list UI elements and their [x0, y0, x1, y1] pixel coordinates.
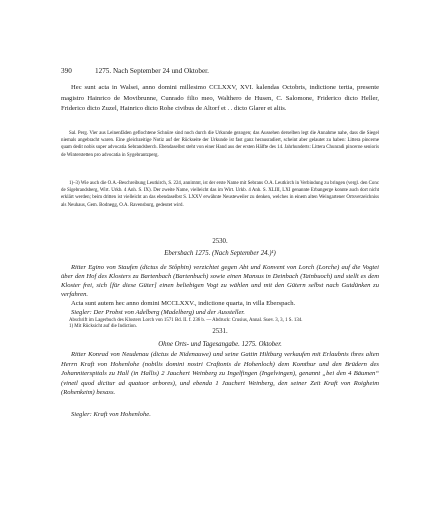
page-number: 390 — [61, 67, 72, 75]
entry-number: 2531. — [212, 328, 228, 335]
running-head: 1275. Nach September 24 und Oktober. — [95, 67, 209, 75]
entry-footnote: 1) Mit Rücksicht auf die Indiction. — [69, 324, 137, 330]
entry-2530 — [61, 238, 379, 331]
entry-number: 2530. — [212, 238, 228, 245]
seal-note: Sal. Perg. Vier aus Leinenfäden geflochtene Schnüre sind noch durch die Urkunde gezogen; das Aussehen derselben legt die Annahme nahe, dass die Siegel niemals angebracht waren. Eine gleichzeitige Notiz auf der Rückseite der Urkunde ist fast ganz herausradiert, scheint aber gelautet zu haben: Littera pincerne quam dedit nobis super advocatia Sebrandsberch. Ebendaselbst steht von einer Hand aus der ersten Hälfte des 14. Jahrhunderts: Littera Chunradi pincerne senioris de Winterstetten pro advocatia in Sygebrantzperg. — [61, 131, 379, 158]
entry-text: Acta sunt autem hec anno domini MCCLXXV., indictione quarta, in villa Eberspach. — [71, 300, 296, 307]
entry-source-note: Abschrift im Lagerbuch des Klosters Lorch von 1571 Bd. II. f. 236 b. — Abdruck: Crusius, Annal. Suev. 3, 3, 1 S. 134. — [69, 318, 303, 323]
entry-summary: Ritter Konrad von Neudenau (dictus de Nidenauwe) und seine Gattin Hiltburg verkaufen mit Erlaubnis ihres alten Herrn Kraft von Hohenlohe (nobilis domini nostri Craftonis de Hohenloch) dem Komthur und den Brüdern des Johanniterspitals zu Hall (in Hallis) 2 Jauchert Weinberg zu Ingelfingen (Ingelvingen), genannt „bei den 4 Bäumen“ (vinetl quod dicitur ad quatuor arbores), und ebenda 1 Jauchert Weinberg, den seiner Zeit Kraft von Roigheim (Rohenkeim) besass. — [61, 351, 379, 396]
top-paragraph: Hec sunt acta in Walsei, anno domini millesimo CCLXXV, XVI. kalendas Octobris, indictione tertia, presente magistro Hainrico de Movibrunne, Cunrado filio meo, Walthero de Husen, C. Salomone, Friderico dicto Heller, Friderico dicto Zuzel, Hainrico dicto Rohe civibus de Altorf et . . dicto Glarer et aliis. — [61, 84, 379, 113]
entry-sealer: Siegler: Kraft von Hohenlohe. — [71, 411, 151, 418]
place-name-note-block — [61, 180, 379, 209]
entry-heading: Ohne Orts- und Tagesangabe. 1275. Oktober. — [158, 341, 282, 348]
top-paragraph-block — [61, 83, 379, 115]
seal-note-block — [61, 130, 379, 159]
entry-sealer: Siegler: Der Probst von Adelberg (Madelberg) und der Aussteller. — [71, 309, 245, 316]
entry-2531-body — [61, 350, 379, 398]
entry-heading: Ebersbach 1275. (Nach September 24.)¹) — [164, 250, 276, 257]
place-name-note: 1)–3) Wie auch die O.A.-Beschreibung Leutkirch, S. 224, annimmt, ist der erste Name mit Sebrans O.A. Leutkirch in Verbindung zu bringen (vergl. den Conc de Sigebrandsberg, Wirt. Urkb. 4 Anh. S. IX). Der zweite Name, vielleicht das im Wirt. Urkb. 4 Anh. S. XLIII, LXI genannte Erbangerge konnte auch dort nicht erklärt werden; beim dritten ist vielleicht an das ebendaselbst S. LXXV erwähnte Neusteweiler zu denken, welches in einem alten Weingartener Ortsverzeichniss als Neuhaus, Gem. Bodnegg, O.A. Ravensburg, gedeutet wird. — [61, 181, 379, 208]
entry-2531-head — [61, 328, 379, 349]
entry-summary: Ritter Egino von Staufen (dictus de Stôphin) verzichtet gegen Abt und Konvent von Lorch (Lorche) auf die Vogtei über den Hof des Klosters zu Bartenbach (Bartenbuch) sowie einen Mansus in Deinbach (Tainbuoch) und stellt es dem Kloster frei, sich [für diese Güter] einen beliebigen Vogt zu wählen und mit den Gütern selbst nach Gutdünken zu verfahren. — [61, 264, 379, 298]
entry-2531-sealer — [61, 410, 379, 421]
